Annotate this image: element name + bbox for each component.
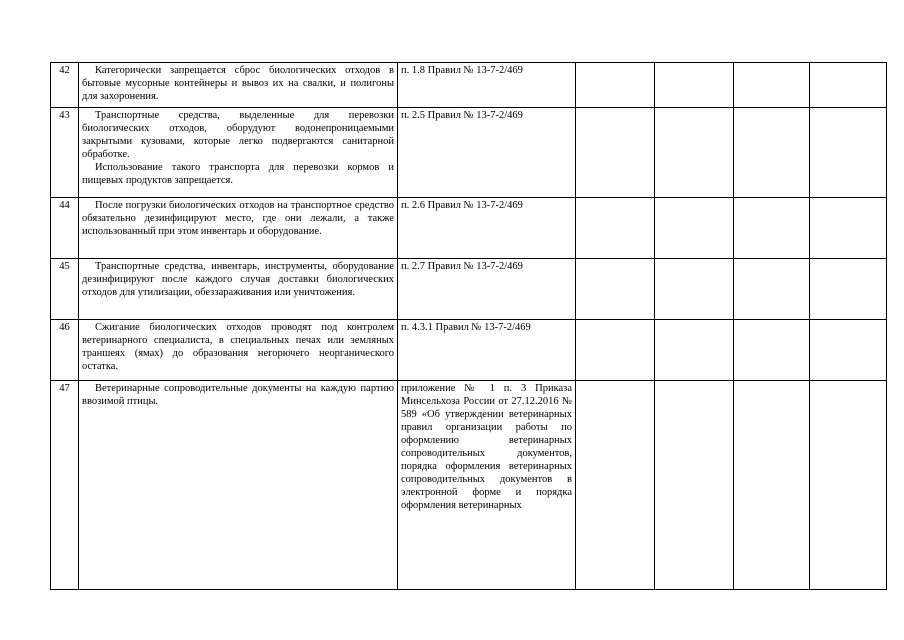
row-number: 46 [51,320,79,381]
requirement-cell [79,381,398,590]
answer-cell [576,63,655,108]
answer-cell [576,198,655,259]
legal-reference: п. 2.5 Правил № 13-7-2/469 [398,108,576,198]
requirement-text: Категорически запрещается сброс биологических отходов в бытовые мусорные контейнеры и вывоз их на свалки, и полигоны для захоронения. [82,65,394,102]
requirement-text: Ветеринарные сопроводительные документы на каждую партию ввозимой птицы. [82,383,394,407]
answer-cell [810,381,887,590]
legal-reference: п. 2.7 Правил № 13-7-2/469 [398,259,576,320]
answer-cell [810,259,887,320]
answer-cell [734,320,810,381]
table-row [51,320,887,381]
row-number: 45 [51,259,79,320]
answer-cell [655,259,734,320]
requirement-text: Транспортные средства, выделенные для перевозки биологических отходов, оборудуют водонепроницаемыми закрытыми кузовами, которые легко подвергаются санитарной обработке. [82,110,394,160]
answer-cell [734,198,810,259]
requirements-table [50,62,887,590]
answer-cell [734,259,810,320]
requirement-cell [79,259,398,320]
table-row [51,63,887,108]
table-row [51,259,887,320]
row-number: 44 [51,198,79,259]
answer-cell [576,108,655,198]
requirement-text: Сжигание биологических отходов проводят под контролем ветеринарного специалиста, в специальных печах или земляных траншеях (ямах) до образования негорючего неорганического остатка. [82,322,394,372]
answer-cell [576,259,655,320]
answer-cell [810,63,887,108]
table-row [51,198,887,259]
answer-cell [810,320,887,381]
row-number: 47 [51,381,79,590]
table-row [51,381,887,590]
answer-cell [655,198,734,259]
answer-cell [734,63,810,108]
answer-cell [655,108,734,198]
requirement-cell [79,320,398,381]
requirement-text: Использование такого транспорта для перевозки кормов и пищевых продуктов запрещается. [82,162,394,186]
answer-cell [734,381,810,590]
answer-cell [810,198,887,259]
requirement-text: После погрузки биологических отходов на транспортное средство обязательно дезинфицируют место, где они лежали, а также использованный при этом инвентарь и оборудование. [82,200,394,237]
answer-cell [734,108,810,198]
row-number: 43 [51,108,79,198]
answer-cell [810,108,887,198]
answer-cell [576,320,655,381]
answer-cell [655,320,734,381]
answer-cell [576,381,655,590]
table-row [51,108,887,198]
legal-reference: п. 2.6 Правил № 13-7-2/469 [398,198,576,259]
requirement-cell [79,108,398,198]
legal-reference: п. 4.3.1 Правил № 13-7-2/469 [398,320,576,381]
row-number: 42 [51,63,79,108]
requirement-text: Транспортные средства, инвентарь, инструменты, оборудование дезинфицируют после каждого случая доставки биологических отходов для утилизации, обеззараживания или уничтожения. [82,261,394,298]
answer-cell [655,381,734,590]
legal-reference: п. 1.8 Правил № 13-7-2/469 [398,63,576,108]
requirement-cell [79,63,398,108]
requirement-cell [79,198,398,259]
legal-reference: приложение № 1 п. 3 Приказа Минсельхоза России от 27.12.2016 № 589 «Об утверждении ветеринарных правил организации работы по оформлению ветеринарных сопроводительных документов, порядка оформления ветеринарных сопроводительных документов в электронной форме и порядка оформления ветеринарных [398,381,576,590]
answer-cell [655,63,734,108]
